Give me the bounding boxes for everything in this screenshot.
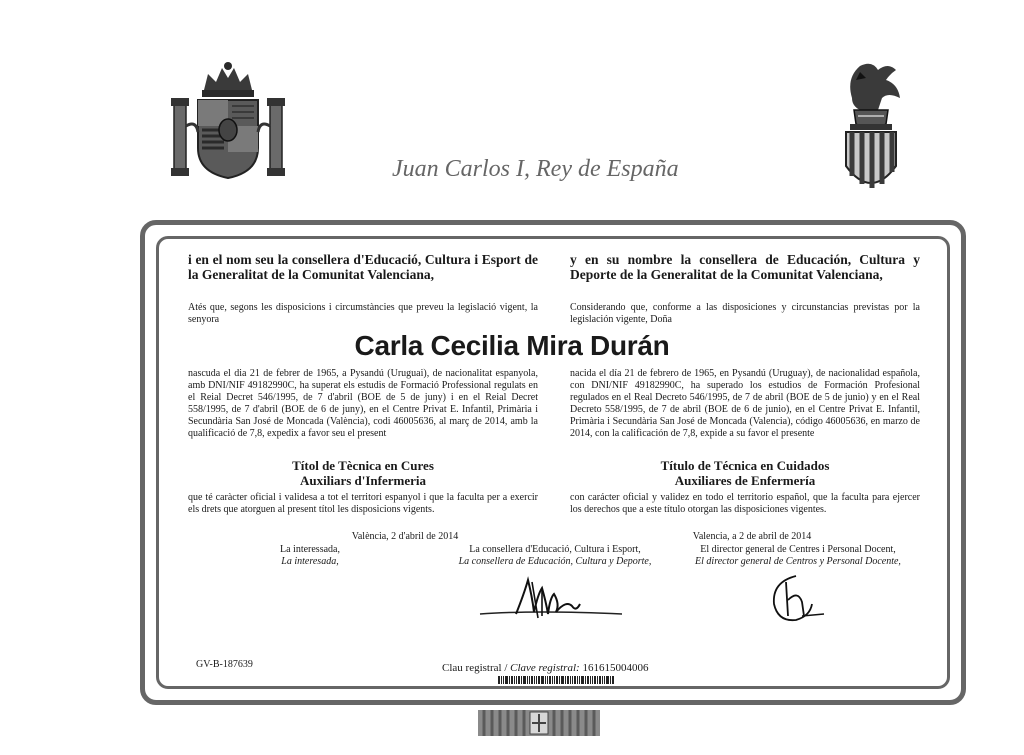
left-body-text: nascuda el dia 21 de febrer de 1965, a Pysandú (Uruguai), de nacionalitat espanyola, amb DNI/NIF 49182990C, ha superat els estudis de Formació Professional regulats en el Reial Decret 546/1995, de 7 d'abril (BOE de 5 de juny) i en el Reial Decret 558/1995, de 7 d'abril (BOE de 6 de juny), en el Centre Privat E. Infantil, Primària i Secundària San José de Moncada (València), codi 46005636, al març de 2014, amb la qualificació de 7,8, expedix a favor seu el present [188,368,538,439]
left-intro-text: Atés que, segons les disposicions i circumstàncies que preveu la legislació vigent, la senyora [188,302,538,325]
series-code: GV-B-187639 [196,659,253,670]
director-label-es: El director general de Centros y Personal Docente, [695,556,901,567]
valencian-coat-of-arms-icon [838,58,904,200]
recipient-name: Carla Cecilia Mira Durán [354,330,670,361]
consellera-label-va: La consellera d'Educació, Cultura i Esport, [469,544,641,555]
right-degree-title [570,458,920,488]
bottom-emblem-icon [478,710,600,736]
consellera-label-es: La consellera de Educación, Cultura y Deporte, [458,556,652,567]
spanish-coat-of-arms-icon [168,60,288,182]
signature-label-interested [250,544,370,568]
left-closing-text: que té caràcter oficial i validesa a tot el territori espanyol i que la faculta per a exercir els drets que atorguen al present títol les disposicions vigents. [188,492,538,515]
signature-label-director [688,544,908,568]
left-degree-line1: Títol de Tècnica en Cures [292,458,434,473]
royal-title: Juan Carlos I, Rey de España [392,156,679,182]
interested-label-es: La interesada, [281,556,339,567]
registry-label-va: Clau registral / [442,662,511,674]
right-body-text: nacida el día 21 de febrero de 1965, en Pysandú (Uruguay), de nacionalidad española, con DNI/NIF 49182990C, ha superado los estudios de Formación Profesional regulados en el Real Decreto 546/1995, de 7 de abril (BOE de 5 de junio) y en el Real Decreto 558/1995, de 7 de abril (BOE de 6 de junio), en el Centre Privat E. Infantil, Primària i Secundària San José de Moncada (Valencia), código 46005636, en marzo de 2014, con la calificación de 7,8, expide a su favor el presente [570,368,920,439]
director-signature-icon [762,572,828,626]
right-intro-text: Considerando que, conforme a las disposiciones y circunstancias previstas por la legislación vigente, Doña [570,302,920,325]
left-intro-heading: i en el nom seu la consellera d'Educació, Cultura i Esport de la Generalitat de la Comunitat Valenciana, [188,252,538,282]
registry-key [442,662,648,674]
registry-number: 161615004006 [582,662,649,674]
right-intro-heading: y en su nombre la consellera de Educación, Cultura y Deporte de la Generalitat de la Comunitat Valenciana, [570,252,920,282]
signature-label-consellera [440,544,670,568]
left-degree-title [188,458,538,488]
consellera-signature-icon [476,574,626,622]
right-closing-text: con carácter oficial y validez en todo el territorio español, que la faculta para ejercer los derechos que a este título otorgan las disposiciones vigentes. [570,492,920,515]
left-place-date: València, 2 d'abril de 2014 [351,531,459,542]
registry-barcode-icon [498,676,615,684]
left-degree-line2: Auxiliars d'Infermeria [299,473,426,488]
right-degree-line2: Auxiliares de Enfermería [674,473,816,488]
right-degree-line1: Título de Técnica en Cuidados [660,458,830,473]
interested-label-va: La interessada, [280,544,340,555]
right-place-date: Valencia, a 2 de abril de 2014 [692,531,812,542]
director-label-va: El director general de Centres i Personal Docent, [700,544,896,555]
registry-label-es: Clave registral: [510,662,580,674]
